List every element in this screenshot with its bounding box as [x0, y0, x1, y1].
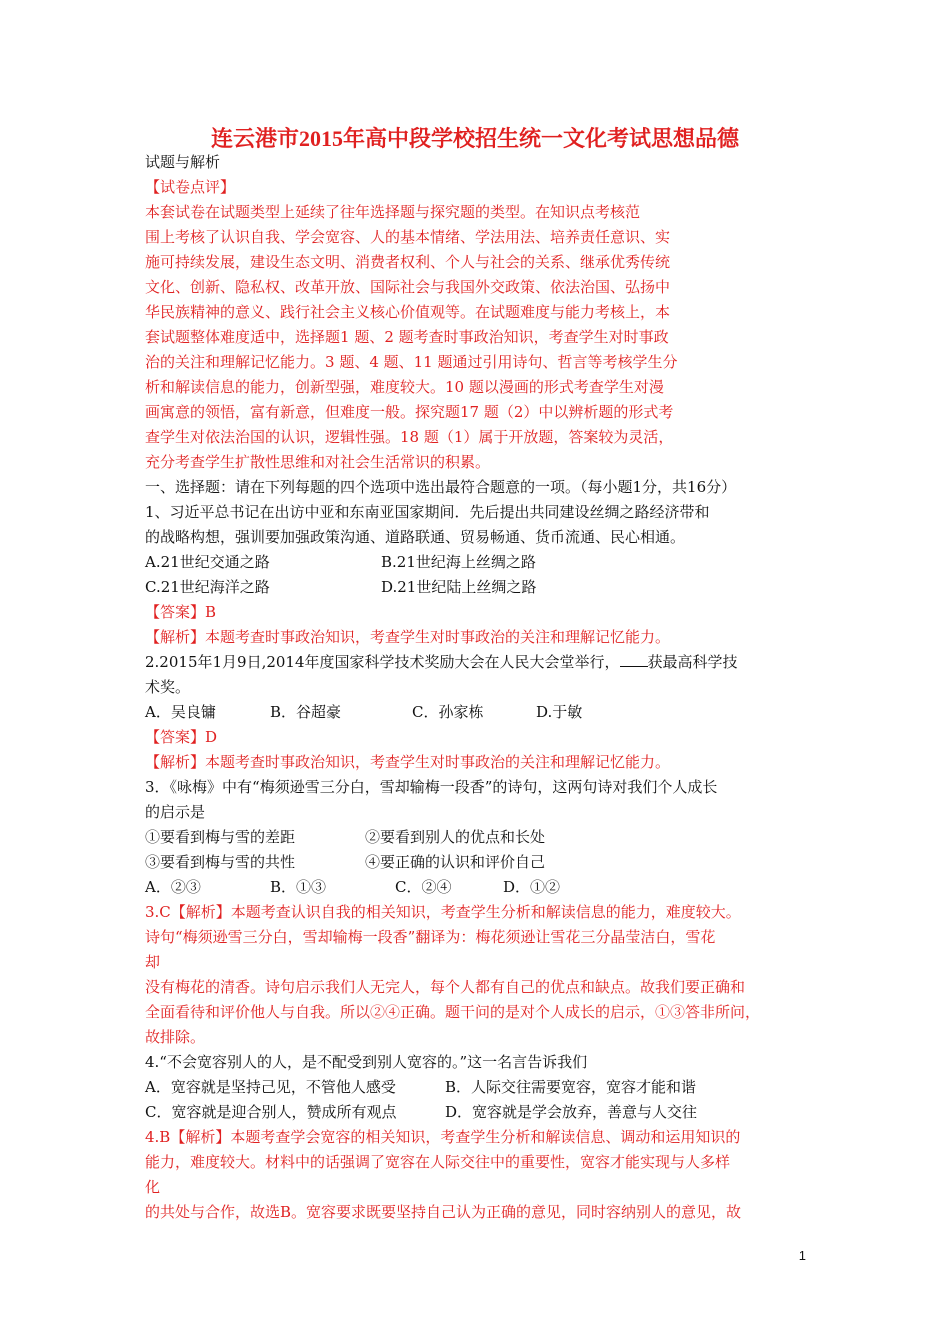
review-line: 围上考核了认识自我、学会宽容、人的基本情绪、学法用法、培养责任意识、实	[145, 228, 671, 246]
q1-option-c: C.21世纪海洋之路	[145, 578, 270, 596]
q3-option-c: C．②④	[395, 878, 452, 896]
q1-answer: 【答案】B	[145, 603, 217, 621]
q4-options-row	[145, 1075, 825, 1100]
q2-analysis: 【解析】本题考查时事政治知识，考查学生对时事政治的关注和理解记忆能力。	[145, 753, 671, 771]
q3-option-a: A．②③	[145, 878, 201, 896]
document-body	[145, 150, 825, 1225]
q3-items-row	[145, 825, 825, 850]
q3-analysis-line: 全面看待和评价他人与自我。所以②④正确。题干问的是对个人成长的启示，①③答非所问，	[145, 1003, 761, 1021]
q4-option-b: B．人际交往需要宽容，宽容才能和谐	[445, 1078, 697, 1096]
section-heading: 一、选择题：请在下列每题的四个选项中选出最符合题意的一项。（每小题1分，共16分）	[145, 478, 737, 496]
review-line: 析和解读信息的能力，创新型强，难度较大。10 题以漫画的形式考查学生对漫	[145, 378, 664, 396]
review-line: 华民族精神的意义、践行社会主义核心价值观等。在试题难度与能力考核上，本	[145, 303, 671, 321]
q4-stem: 4.“不会宽容别人的人，是不配受到别人宽容的。”这一名言告诉我们	[145, 1053, 588, 1071]
q3-option-d: D．①②	[503, 878, 561, 896]
review-line: 本套试卷在试题类型上延续了往年选择题与探究题的类型。在知识点考核范	[145, 203, 641, 221]
q2-answer: 【答案】D	[145, 728, 218, 746]
review-line: 治的关注和理解记忆能力。3 题、4 题、11 题通过引用诗句、哲言等考核学生分	[145, 353, 678, 371]
subtitle: 试题与解析	[145, 153, 221, 171]
review-line: 文化、创新、隐私权、改革开放、国际社会与我国外交政策、依法治国、弘扬中	[145, 278, 671, 296]
q3-analysis-line: 却	[145, 953, 161, 971]
document-title: 连云港市2015年高中段学校招生统一文化考试思想品德	[210, 126, 739, 151]
q3-analysis-line: 故排除。	[145, 1028, 206, 1046]
q2-option-a: A．吴良镛	[145, 703, 216, 721]
q4-analysis-line: 能力，难度较大。材料中的话强调了宽容在人际交往中的重要性，宽容才能实现与人多样	[145, 1153, 731, 1171]
q3-item-2: ②要看到别人的优点和长处	[365, 828, 546, 846]
review-line: 充分考查学生扩散性思维和对社会生活常识的积累。	[145, 453, 491, 471]
q1-options-row	[145, 575, 825, 600]
q4-analysis-line: 4.B【解析】本题考查学会宽容的相关知识，考查学生分析和解读信息、调动和运用知识的	[145, 1128, 741, 1146]
fill-in-blank	[620, 652, 648, 667]
q3-item-3: ③要看到梅与雪的共性	[145, 853, 296, 871]
q2-options-row	[145, 700, 825, 725]
q4-options-row	[145, 1100, 825, 1125]
review-line: 施可持续发展，建设生态文明、消费者权利、个人与社会的关系、继承优秀传统	[145, 253, 671, 271]
q1-analysis: 【解析】本题考查时事政治知识，考查学生对时事政治的关注和理解记忆能力。	[145, 628, 671, 646]
q3-analysis-line: 3.C【解析】本题考查认识自我的相关知识，考查学生分析和解读信息的能力，难度较大。	[145, 903, 741, 921]
q1-option-b: B.21世纪海上丝绸之路	[381, 553, 536, 571]
q4-option-c: C．宽容就是迎合别人，赞成所有观点	[145, 1103, 397, 1121]
q3-analysis-line: 没有梅花的清香。诗句启示我们人无完人，每个人都有自己的优点和缺点。故我们要正确和	[145, 978, 746, 996]
q2-option-d: D.于敏	[536, 703, 583, 721]
q1-stem-line: 的战略构想，强训要加强政策沟通、道路联通、贸易畅通、货币流通、民心相通。	[145, 528, 686, 546]
q2-stem-b: 获最高科学技	[647, 653, 738, 671]
q2-stem-a: 2.2015年1月9日,2014年度国家科学技术奖励大会在人民大会堂举行，	[145, 653, 620, 671]
q3-options-row	[145, 875, 825, 900]
q3-item-1: ①要看到梅与雪的差距	[145, 828, 296, 846]
q3-stem-line: 的启示是	[145, 803, 206, 821]
q1-stem-line: 1、习近平总书记在出访中亚和东南亚国家期间．先后提出共同建设丝绸之路经济带和	[145, 503, 710, 521]
q1-option-d: D.21世纪陆上丝绸之路	[381, 578, 537, 596]
q1-options-row	[145, 550, 825, 575]
q3-items-row	[145, 850, 825, 875]
review-line: 画寓意的领悟，富有新意，但难度一般。探究题17 题（2）中以辨析题的形式考	[145, 403, 674, 421]
q2-stem-line: 术奖。	[145, 678, 191, 696]
review-line: 查学生对依法治国的认识，逻辑性强。18 题（1）属于开放题，答案较为灵活，	[145, 428, 674, 446]
q4-analysis-line: 的共处与合作，故选B。宽容要求既要坚持自己认为正确的意见，同时容纳别人的意见，故	[145, 1203, 742, 1221]
q3-item-4: ④要正确的认识和评价自己	[365, 853, 546, 871]
q3-analysis-line: 诗句“梅须逊雪三分白，雪却输梅一段香”翻译为：梅花须逊让雪花三分晶莹洁白，雪花	[145, 928, 716, 946]
q2-option-c: C．孙家栋	[412, 703, 484, 721]
q4-option-d: D．宽容就是学会放弃，善意与人交往	[445, 1103, 698, 1121]
q4-analysis-line: 化	[145, 1178, 161, 1196]
page-number: 1	[798, 1248, 806, 1263]
q3-option-b: B．①③	[270, 878, 327, 896]
q1-option-a: A.21世纪交通之路	[145, 553, 270, 571]
review-line: 套试题整体难度适中，选择题1 题、2 题考查时事政治知识，考查学生对时事政	[145, 328, 669, 346]
review-heading: 【试卷点评】	[145, 178, 236, 196]
q2-stem-line	[145, 650, 825, 675]
q3-stem-line: 3．《咏梅》中有“梅须逊雪三分白，雪却输梅一段香”的诗句，这两句诗对我们个人成长	[145, 778, 718, 796]
q4-option-a: A．宽容就是坚持己见，不管他人感受	[145, 1078, 396, 1096]
q2-option-b: B．谷超豪	[270, 703, 342, 721]
